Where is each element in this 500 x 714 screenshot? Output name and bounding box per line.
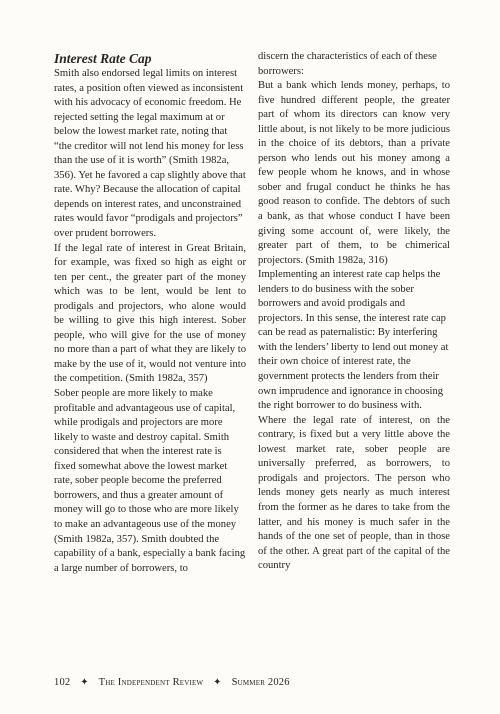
- body-paragraph: Implementing an interest rate cap helps the lenders to do business with the sober borrowers and avoid prodigals and projectors. In this sense, the interest rate cap can be read as paternalistic: By interfering with the lenders’ liberty to lend out money at their own choice of interest rate, the government protects the lenders from their own imprudence and ignorance in choosing the right borrower to do business with.: [258, 269, 449, 412]
- right-column: [258, 50, 450, 574]
- journal-title: The Independent Review: [98, 677, 204, 688]
- separator-icon: ✦: [80, 677, 89, 688]
- page-footer: [54, 677, 454, 688]
- left-column: [54, 50, 246, 576]
- body-paragraph: discern the characteristics of each of these borrowers:: [258, 51, 437, 77]
- body-paragraph: Sober people are more likely to make profitable and advantageous use of capital, while prodigals and projectors are more likely to waste and destroy capital. Smith considered that when the interest rate is fixed somewhat above the lowest market rate, sober people become the preferred borrowers, and thus a greater amount of money will go to those who are more likely to make an advantageous use of the money (Smith 1982a, 357). Smith doubted the capability of a bank, especially a bank facing a large number of borrowers, to: [54, 388, 246, 574]
- body-paragraph: Smith also endorsed legal limits on interest rates, a position often viewed as inconsistent with his advocacy of economic freedom. He rejected setting the legal maximum at or below the lowest market rate, noting that “the creditor will not lend his money for less than the use of it is worth” (Smith 1982a, 356). Yet he favored a cap slightly above that rate. Why? Because the allocation of capital depends on interest rates, and unconstrained rates would favor “prodigals and projectors” over prudent borrowers.: [54, 68, 246, 240]
- issue-date: Summer 2026: [231, 677, 290, 688]
- block-quote: But a bank which lends money, perhaps, to five hundred different people, the greater part of whom its directors can know very little about, is not likely to be more judicious in the choice of its debtors, than a private person who lends out his money among a few people whom he knows, and in whose sober and frugal conduct he thinks he has good reason to confide. The debtors of such a bank, as that whose conduct I have been giving some account of, were likely, the greater part of them, to be chimerical projectors. (Smith 1982a, 316): [258, 80, 450, 266]
- section-heading: Interest Rate Cap: [54, 51, 152, 66]
- block-quote: If the legal rate of interest in Great Britain, for example, was fixed so high as eight or ten per cent., the greater part of the money which was to be lent, would be lent to prodigals and projectors, who alone would be willing to give this high interest. Sober people, who will give for the use of money no more than a part of what they are likely to make by the use of it, would not venture into the competition. (Smith 1982a, 357): [54, 242, 246, 385]
- separator-icon: ✦: [213, 677, 222, 688]
- block-quote: Where the legal rate of interest, on the contrary, is fixed but a very little above the lowest market rate, sober people are universally preferred, as borrowers, to prodigals and projectors. The person who lends money gets nearly as much interest from the former as he dares to take from the latter, and his money is much safer in the hands of the one set of people, than in those of the other. A great part of the capital of the country: [258, 414, 450, 572]
- page-number: 102: [54, 677, 71, 688]
